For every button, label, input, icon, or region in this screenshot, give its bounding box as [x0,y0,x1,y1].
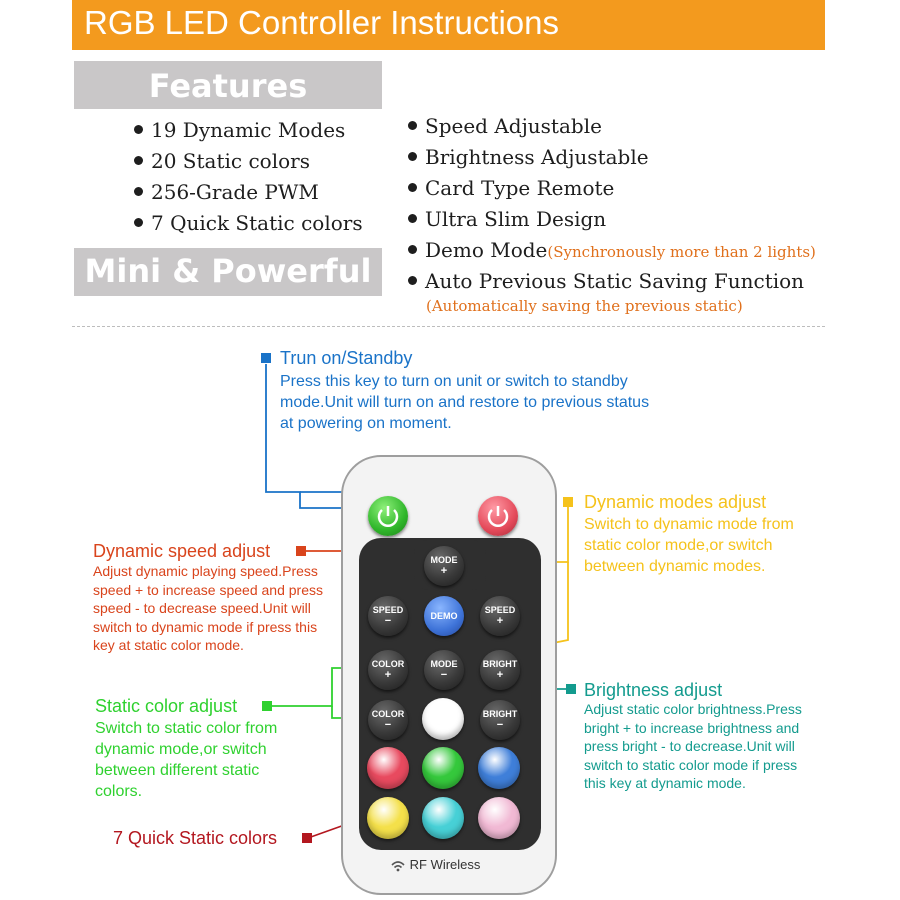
white-color-button[interactable] [422,698,464,740]
brightness-callout-body: Adjust static color brightness.Press bright + to increase brightness and press bright - to decrease.Unit will switch to static color mode if press this key at dynamic mode. [584,701,802,791]
feature-right-6: Auto Previous Static Saving Function [408,269,804,293]
quick-color-cyan-button[interactable] [422,797,464,839]
bright-minus-button[interactable]: BRIGHT − [480,700,520,740]
quick-color-pink-button[interactable] [478,797,520,839]
mini-powerful-heading: Mini & Powerful [74,248,382,296]
power-callout-marker [261,353,271,363]
demo-button[interactable]: DEMO [424,596,464,636]
static-color-callout-marker [262,701,272,711]
feature-right-5: Demo Mode(Synchronously more than 2 lights) [408,238,816,262]
feature-right-1: Speed Adjustable [408,114,602,138]
off-button[interactable] [478,496,518,536]
speed-callout-marker [296,546,306,556]
color-plus-button[interactable]: COLOR + [368,650,408,690]
quick-colors-callout-marker [302,833,312,843]
quick-color-yellow-button[interactable] [367,797,409,839]
feature-left-1: 19 Dynamic Modes [134,118,345,142]
demo-mode-note: (Synchronously more than 2 lights) [547,243,816,261]
bright-plus-button[interactable]: BRIGHT + [480,650,520,690]
speed-plus-button[interactable]: SPEED + [480,596,520,636]
power-icon [478,496,518,536]
power-callout-title: Trun on/Standby [280,348,413,368]
feature-left-3: 256-Grade PWM [134,180,319,204]
feature-left-2: 20 Static colors [134,149,310,173]
speed-callout-title: Dynamic speed adjust [93,541,271,561]
dynamic-modes-callout-marker [563,497,573,507]
rf-wireless-label-group [390,857,480,872]
power-icon [368,496,408,536]
on-button[interactable] [368,496,408,536]
brightness-callout-marker [566,684,576,694]
brightness-callout-title: Brightness adjust [584,680,723,700]
dynamic-modes-callout-title: Dynamic modes adjust [584,492,767,512]
feature-right-2: Brightness Adjustable [408,145,649,169]
dynamic-modes-callout-body: Switch to dynamic mode from static color mode,or switch between dynamic modes. [584,516,794,575]
speed-minus-button[interactable]: SPEED − [368,596,408,636]
color-minus-button[interactable]: COLOR − [368,700,408,740]
quick-color-green-button[interactable] [422,747,464,789]
static-color-callout-body: Switch to static color from dynamic mode,or switch between different static colors. [95,720,278,800]
rf-wireless-label: RF Wireless [409,857,481,872]
speed-callout-body: Adjust dynamic playing speed.Press speed + to increase speed and press speed - to decrease speed.Unit will switch to dynamic mode if press this key at static color mode. [93,563,323,653]
feature-left-4: 7 Quick Static colors [134,211,363,235]
mode-plus-button[interactable]: MODE + [424,546,464,586]
feature-right-3: Card Type Remote [408,176,614,200]
quick-colors-callout-title: 7 Quick Static colors [113,828,278,848]
quick-color-red-button[interactable] [367,747,409,789]
static-color-callout-title: Static color adjust [95,696,238,716]
features-heading: Features [74,61,382,109]
power-callout-body: Press this key to turn on unit or switch to standby mode.Unit will turn on and restore to previous status at powering on moment. [280,373,650,432]
auto-saving-note: (Automatically saving the previous static) [426,297,743,315]
feature-right-4: Ultra Slim Design [408,207,606,231]
quick-color-blue-button[interactable] [478,747,520,789]
mode-minus-button[interactable]: MODE − [424,650,464,690]
wireless-icon [390,860,406,872]
page-title: RGB LED Controller Instructions [84,4,560,41]
